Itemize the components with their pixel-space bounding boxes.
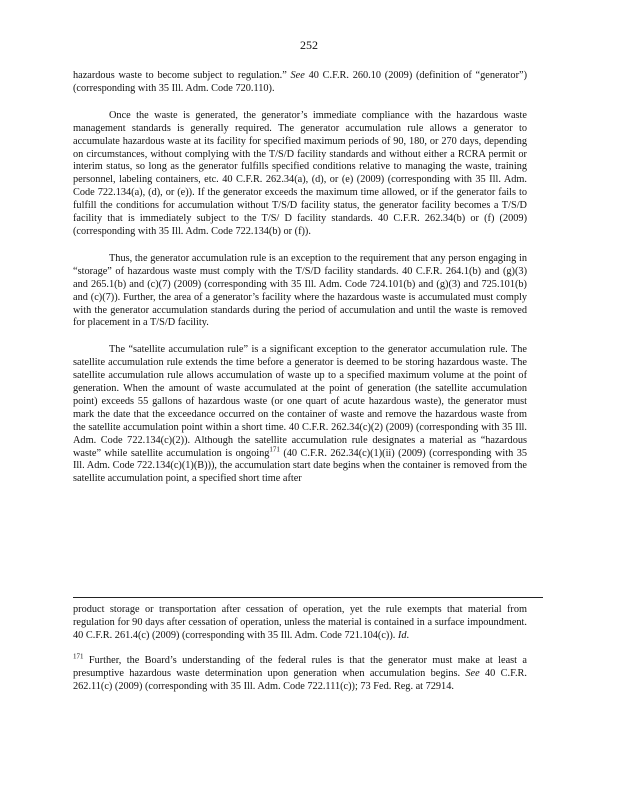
text-segment: product storage or transportation after cessation of operation, yet the rule exempts that material from regulation for 90 days after cessation of operation, unless the material is contained in a surface impoundment. 40 C.F.R. 261.4(c) (2009) (corresponding with 35 Ill. Adm. Code 721.104(c)). [73,604,527,641]
paragraph [73,70,527,96]
footnote [73,652,527,694]
text-segment: . [406,629,410,641]
page-number: 252 [300,38,318,52]
paragraph [73,344,527,486]
main-text [73,70,527,500]
italic-signal: See [290,70,305,81]
footnote [73,604,527,643]
text-segment: (40 C.F.R. 262.34(c)(1)(ii) (2009) (corresponding with 35 Ill. Adm. Code 722.134(c)(1)(B))), the accumulation start date begins when the container is removed from the satellite accumulation point, a specified short time after [73,447,527,485]
text-segment: hazardous waste to become subject to regulation.” [73,70,291,81]
footnote-separator [73,597,543,598]
paragraph [73,110,527,239]
italic-signal: See [465,667,480,679]
footnotes [73,604,527,705]
text-segment: The “satellite accumulation rule” is a significant exception to the generator accumulation rule. The satellite accumulation rule extends the time before a generator is deemed to be storing hazardous waste. The satellite accumulation rule allows accumulation of waste up to a specified maximum volume at the point of generation. When the amount of waste accumulated at the point of generation (the satellite accumulation point) exceeds 55 gallons of hazardous waste (or one quart of acute hazardous waste), the generator must mark the date that the exceedance occurred on the container of waste and remove the hazardous waste from the satellite accumulation point within a short time. 40 C.F.R. 262.34(c)(2) (2009) (corresponding with 35 Ill. Adm. Code 722.134(c)(2)). Although the satellite accumulation rule designates a material as “hazardous waste” while satellite accumulation is ongoing [73,344,527,459]
text-segment: 40 C.F.R. 260.10 (2009) (definition of “generator”) (corresponding with 35 Ill. Adm. Code 720.110). [73,70,527,94]
italic-signal: Id [397,629,407,641]
footnote-reference: 171 [269,445,280,454]
paragraph [73,253,527,330]
footnote-reference: 171 [73,652,84,661]
text-segment: Further, the Board’s understanding of the federal rules is that the generator must make at least a presumptive hazardous waste determination upon generation when accumulation begins. [73,654,527,679]
text-segment: Once the waste is generated, the generator’s immediate compliance with the hazardous waste management standards is generally required. The generator accumulation rule allows a generator to accumulate hazardous waste at its facility for specified maximum periods of 90, 180, or 270 days, depending on circumstances, without complying with the T/S/D facility standards and without either a RCRA permit or interim status, so long as the generator fulfills specified conditions relative to managing the waste, training personnel, labeling containers, etc. 40 C.F.R. 262.34(a), (d), or (e) (2009) (corresponding with 35 Ill. Adm. Code 722.134(a), (d), or (e)). If the generator exceeds the maximum time allowed, or if the generator fails to fulfill the conditions for accumulation without T/S/D facility status, the generator facility becomes a T/S/D facility that is immediately subject to the T/S/ D facility standards. 40 C.F.R. 262.34(b) or (f) (2009) (corresponding with 35 Ill. Adm. Code 722.134(b) or (f)). [73,109,527,237]
text-segment: 40 C.F.R. 262.11(c) (2009) (corresponding with 35 Ill. Adm. Code 722.111(c)); 73 Fed. Reg. at 72914. [73,667,527,692]
text-segment: Thus, the generator accumulation rule is an exception to the requirement that any person engaging in “storage” of hazardous waste must comply with the T/S/D facility standards. 40 C.F.R. 264.1(b) and (g)(3) and 265.1(b) and (c)(7) (2009) (corresponding with 35 Ill. Adm. Code 724.101(b) and (g)(3) and 725.101(b) and (c)(7)). Further, the area of a generator’s facility where the hazardous waste is accumulated must comply with the generator accumulation standards during the period of accumulation and until the waste is removed for placement in a T/S/D facility. [73,252,527,329]
